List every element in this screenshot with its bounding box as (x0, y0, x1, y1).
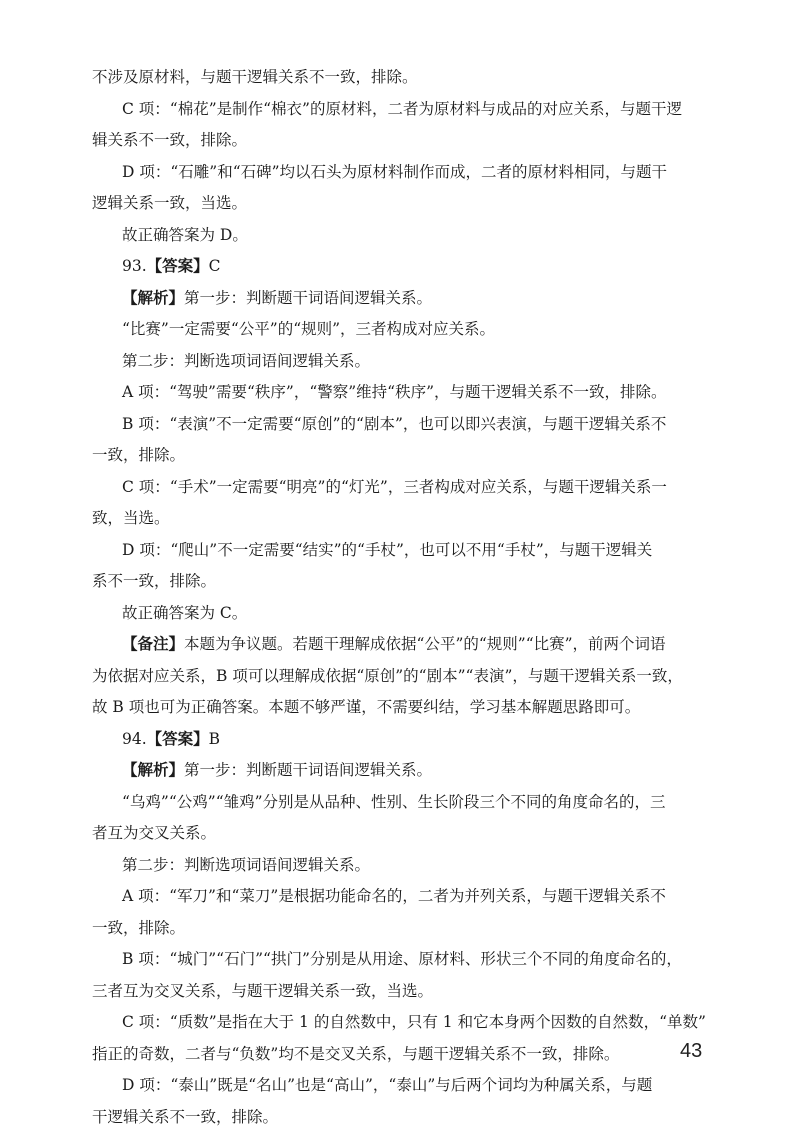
text-line (92, 472, 718, 504)
line-text: B 项：“表演”不一定需要“原创”的“剧本”，也可以即兴表演，与题干逻辑关系不 (122, 415, 666, 433)
question-number: 93. (122, 257, 147, 275)
text-line (92, 409, 718, 441)
section-label: 【答案】 (147, 730, 209, 748)
line-text: 指正的奇数，二者与“负数”均不是交叉关系，与题干逻辑关系不一致，排除。 (92, 1045, 619, 1063)
line-text: 第一步：判断题干词语间逻辑关系。 (184, 761, 432, 779)
line-text: A 项：“驾驶”需要“秩序”，“警察”维持“秩序”，与题干逻辑关系不一致，排除。 (122, 383, 667, 401)
text-line (92, 535, 718, 567)
line-text: D 项：“爬山”不一定需要“结实”的“手杖”，也可以不用“手杖”，与题干逻辑关 (122, 541, 652, 559)
section-label: 【备注】 (122, 635, 184, 653)
line-text: 者互为交叉关系。 (92, 824, 216, 842)
text-line (92, 251, 718, 283)
line-text: 逻辑关系一致，当选。 (92, 194, 247, 212)
line-text: 第一步：判断题干词语间逻辑关系。 (184, 289, 432, 307)
text-line (92, 220, 718, 252)
line-text: C (209, 257, 221, 275)
line-text: 为依据对应关系，B 项可以理解成依据“原创”的“剧本”“表演”，与题干逻辑关系一致， (92, 667, 683, 685)
line-text: 一致，排除。 (92, 446, 185, 464)
line-text: A 项：“军刀”和“菜刀”是根据功能命名的，二者为并列关系，与题干逻辑关系不 (122, 887, 666, 905)
line-text: C 项：“手术”一定需要“明亮”的“灯光”，三者构成对应关系，与题干逻辑关系一 (122, 478, 667, 496)
line-text: C 项：“棉花”是制作“棉衣”的原材料，二者为原材料与成品的对应关系，与题干逻 (122, 100, 682, 118)
line-text: 故正确答案为 C。 (122, 604, 247, 622)
line-text: 辑关系不一致，排除。 (92, 131, 247, 149)
text-line (92, 377, 718, 409)
line-text: C 项：“质数”是指在大于 1 的自然数中，只有 1 和它本身两个因数的自然数，“单数” (122, 1013, 706, 1031)
text-line (92, 598, 718, 630)
text-line (92, 157, 718, 189)
text-line (92, 1070, 718, 1102)
text-line (92, 94, 718, 126)
line-text: 干逻辑关系不一致，排除。 (92, 1108, 278, 1126)
line-text: “比赛”一定需要“公平”的“规则”，三者构成对应关系。 (122, 320, 495, 338)
text-line (92, 1007, 718, 1039)
text-line (92, 976, 718, 1008)
text-line (92, 724, 718, 756)
line-text: D 项：“石雕”和“石碑”均以石头为原材料制作而成，二者的原材料相同，与题干 (122, 163, 667, 181)
line-text: 故 B 项也可为正确答案。本题不够严谨，不需要纠结，学习基本解题思路即可。 (92, 698, 640, 716)
line-text: “乌鸡”“公鸡”“雏鸡”分别是从品种、性别、生长阶段三个不同的角度命名的，三 (122, 793, 666, 811)
line-text: 第二步：判断选项词语间逻辑关系。 (122, 352, 370, 370)
line-text: D 项：“泰山”既是“名山”也是“高山”，“泰山”与后两个词均为种属关系，与题 (122, 1076, 652, 1094)
text-line (92, 125, 718, 157)
text-line (92, 346, 718, 378)
text-line (92, 787, 718, 819)
text-line (92, 62, 718, 94)
line-text: 不涉及原材料，与题干逻辑关系不一致，排除。 (92, 68, 418, 86)
text-line (92, 692, 718, 724)
line-text: 一致，排除。 (92, 919, 185, 937)
text-line (92, 566, 718, 598)
line-text: 故正确答案为 D。 (122, 226, 248, 244)
text-line (92, 188, 718, 220)
line-text: 本题为争议题。若题干理解成依据“公平”的“规则”“比赛”，前两个词语 (184, 635, 666, 653)
text-line (92, 944, 718, 976)
text-line (92, 881, 718, 913)
text-line (92, 818, 718, 850)
text-line (92, 913, 718, 945)
section-label: 【解析】 (122, 289, 184, 307)
section-label: 【答案】 (147, 257, 209, 275)
page-number: 43 (680, 1040, 702, 1063)
text-line (92, 850, 718, 882)
text-line (92, 503, 718, 535)
line-text: 致，当选。 (92, 509, 170, 527)
text-line (92, 1102, 718, 1133)
text-line (92, 440, 718, 472)
question-number: 94. (122, 730, 147, 748)
text-line (92, 755, 718, 787)
text-line (92, 629, 718, 661)
line-text: B 项：“城门”“石门”“拱门”分别是从用途、原材料、形状三个不同的角度命名的， (122, 950, 682, 968)
document-body (92, 62, 718, 1133)
line-text: 三者互为交叉关系，与题干逻辑关系一致，当选。 (92, 982, 433, 1000)
text-line (92, 1039, 718, 1071)
line-text: 第二步：判断选项词语间逻辑关系。 (122, 856, 370, 874)
text-line (92, 661, 718, 693)
text-line (92, 314, 718, 346)
line-text: 系不一致，排除。 (92, 572, 216, 590)
section-label: 【解析】 (122, 761, 184, 779)
line-text: B (209, 730, 220, 748)
text-line (92, 283, 718, 315)
